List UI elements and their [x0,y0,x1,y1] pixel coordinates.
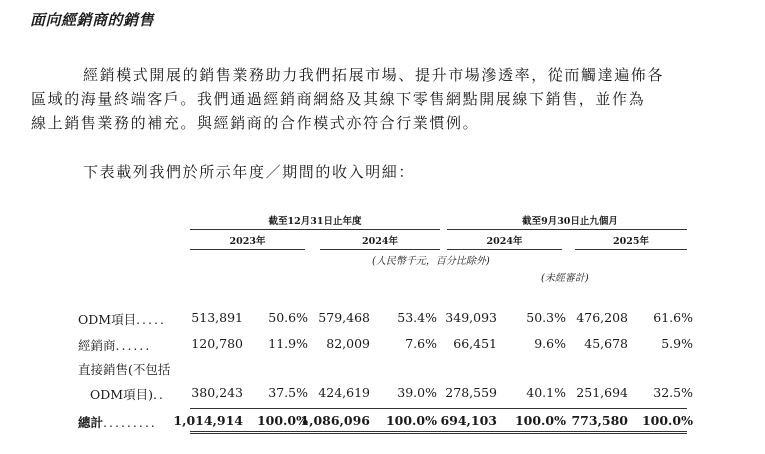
intro-line-3: 線上銷售業務的補充。與經銷商的合作模式亦符合行業慣例。 [31,114,480,132]
unaudited-note: (未經審計) [541,273,589,284]
table-intro-paragraph: 下表載列我們於所示年度／期間的收入明細： [83,163,416,181]
cell-total-2023-pct: 100.0% [256,413,308,428]
cell-distributors-2023-amount: 120,780 [191,336,243,351]
cell-distributors-2025-9m-pct: 5.9% [661,336,693,351]
cell-total-2024fy-pct: 100.0% [385,413,437,428]
cell-direct-2023-pct: 37.5% [268,385,308,400]
cell-odm-2023-pct: 50.6% [268,310,308,325]
intro-line-1: 經銷模式開展的銷售業務助力我們拓展市場、提升市場滲透率，從而觸達遍佈各 [83,66,665,84]
cell-total-2025-9m-pct: 100.0% [641,413,693,428]
cell-total-2024-9m-pct: 100.0% [514,413,566,428]
cell-distributors-2024fy-pct: 7.6% [405,336,437,351]
cell-total-2024fy-amount: 1,086,096 [300,413,370,428]
year-rule-2024-fy [320,249,440,250]
cell-distributors-2024-9m-pct: 9.6% [534,336,566,351]
cell-odm-2025-9m-pct: 61.6% [653,310,693,325]
intro-line-2: 區域的海量終端客戶。我們通過經銷商網絡及其線下零售網點開展線下銷售，並作為 [31,90,646,108]
total-top-rule [190,408,687,409]
cell-odm-2023-amount: 513,891 [191,310,243,325]
cell-distributors-2025-9m-amount: 45,678 [584,336,628,351]
group-header-fy: 截至12月31日止年度 [268,216,362,227]
cell-odm-2024fy-amount: 579,468 [318,310,370,325]
cell-total-2025-9m-amount: 773,580 [571,413,628,428]
year-rule-2024-9m [447,249,562,250]
cell-direct-2025-9m-amount: 251,694 [576,385,628,400]
year-header-2025: 2025年 [613,236,649,247]
cell-distributors-2024fy-amount: 82,009 [326,336,370,351]
cell-odm-2024-9m-pct: 50.3% [526,310,566,325]
cell-direct-2024-9m-amount: 278,559 [445,385,497,400]
total-bottom-rule-2 [190,433,687,434]
group-header-9m: 截至9月30日止九個月 [522,216,618,227]
row-label-direct-line1: 直接銷售(不包括 [78,362,171,377]
cell-distributors-2024-9m-amount: 66,451 [453,336,497,351]
group-rule-9m [447,229,687,230]
cell-direct-2024fy-pct: 39.0% [397,385,437,400]
cell-direct-2023-amount: 380,243 [191,385,243,400]
row-label-direct: ODM項目).. [90,387,165,402]
year-rule-2025 [575,249,687,250]
unit-note: (人民幣千元，百分比除外) [372,256,490,267]
cell-direct-2024-9m-pct: 40.1% [526,385,566,400]
year-header-2024-9m: 2024年 [486,236,523,247]
cell-odm-2024-9m-amount: 349,093 [445,310,497,325]
cell-total-2024-9m-amount: 694,103 [440,413,497,428]
cell-direct-2025-9m-pct: 32.5% [653,385,693,400]
row-label-odm: ODM項目..... [78,312,166,327]
section-title: 面向經銷商的銷售 [30,11,155,29]
year-header-2024-fy: 2024年 [362,236,398,247]
cell-distributors-2023-pct: 11.9% [268,336,308,351]
year-rule-2023 [190,249,305,250]
year-header-2023: 2023年 [229,236,266,247]
intro-paragraph [31,63,731,135]
cell-odm-2025-9m-amount: 476,208 [576,310,628,325]
cell-odm-2024fy-pct: 53.4% [397,310,437,325]
group-rule-fy [190,229,440,230]
row-label-total: 總計......... [78,415,157,430]
cell-direct-2024fy-amount: 424,619 [318,385,370,400]
row-label-distributors: 經銷商...... [78,338,152,353]
cell-total-2023-amount: 1,014,914 [173,413,243,428]
total-bottom-rule-1 [190,431,687,432]
